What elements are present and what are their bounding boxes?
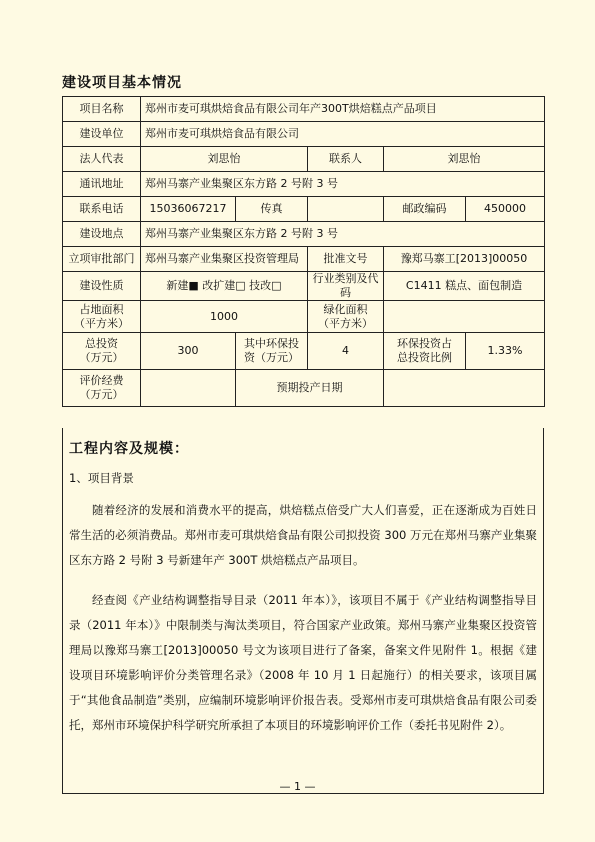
project-name-label: 项目名称 bbox=[63, 97, 141, 122]
paragraph-2: 经查阅《产业结构调整指导目录（2011 年本）》，该项目不属于《产业结构调整指导目录（2011 年本）》中限制类与淘汰类项目，符合国家产业政策。郑州马寨产业集聚区投资管理局以豫郑马寨工[2013]00050 号文为该项目进行了备案，备案文件见附件 1。根据《建设项目环境影响评价分类管理名录》（2008 年 10 月 1 日起施行）的相关要求，该项目属于“其他食品制造”类别，应编制环境影响评价报告表。受郑州市麦可琪烘焙食品有限公司委托，郑州市环境保护科学研究所承担了本项目的环境影响评价工作（委托书见附件 2）。 bbox=[69, 593, 537, 732]
builder-label: 建设单位 bbox=[63, 122, 141, 147]
project-name-value: 郑州市麦可琪烘焙食品有限公司年产300T烘焙糕点产品项目 bbox=[141, 97, 545, 122]
row-eval-fee bbox=[63, 370, 545, 407]
site-value: 郑州马寨产业集聚区东方路 2 号附 3 号 bbox=[141, 222, 545, 247]
phone-value: 15036067217 bbox=[141, 197, 236, 222]
legal-rep-value: 刘思怡 bbox=[141, 147, 308, 172]
postcode-value: 450000 bbox=[466, 197, 545, 222]
area-label: 占地面积 （平方米） bbox=[63, 301, 141, 333]
env-ratio-value: 1.33% bbox=[466, 333, 545, 370]
env-invest-value: 4 bbox=[308, 333, 384, 370]
row-site bbox=[63, 222, 545, 247]
section-project-background: 1、项目背景 bbox=[69, 471, 134, 485]
row-phone bbox=[63, 197, 545, 222]
fax-value bbox=[308, 197, 384, 222]
row-legal-rep bbox=[63, 147, 545, 172]
engineering-content-title: 工程内容及规模： bbox=[69, 441, 189, 457]
row-project-name bbox=[63, 97, 545, 122]
approval-dept-value: 郑州马寨产业集聚区投资管理局 bbox=[141, 247, 308, 272]
row-investment bbox=[63, 333, 545, 370]
nature-value: 新建■ 改扩建□ 技改□ bbox=[141, 272, 308, 301]
nature-label: 建设性质 bbox=[63, 272, 141, 301]
expected-date-label: 预期投产日期 bbox=[236, 370, 384, 407]
row-nature bbox=[63, 272, 545, 301]
page-number: — 1 — bbox=[279, 780, 316, 793]
address-value: 郑州马寨产业集聚区东方路 2 号附 3 号 bbox=[141, 172, 545, 197]
phone-label: 联系电话 bbox=[63, 197, 141, 222]
row-builder bbox=[63, 122, 545, 147]
paragraph-1: 随着经济的发展和消费水平的提高，烘焙糕点倍受广大人们喜爱，正在逐渐成为百姓日常生活的必须消费品。郑州市麦可琪烘焙食品有限公司拟投资 300 万元在郑州马寨产业集聚区东方路 2 号附 3 号新建年产 300T 烘焙糕点产品项目。 bbox=[69, 503, 537, 567]
legal-rep-label: 法人代表 bbox=[63, 147, 141, 172]
approval-dept-label: 立项审批部门 bbox=[63, 247, 141, 272]
expected-date-value bbox=[384, 370, 545, 407]
approval-no-value: 豫郑马寨工[2013]00050 bbox=[384, 247, 545, 272]
address-label: 通讯地址 bbox=[63, 172, 141, 197]
industry-label: 行业类别及代码 bbox=[308, 272, 384, 301]
postcode-label: 邮政编码 bbox=[384, 197, 466, 222]
green-label: 绿化面积 （平方米） bbox=[308, 301, 384, 333]
row-area bbox=[63, 301, 545, 333]
page-heading: 建设项目基本情况 bbox=[62, 75, 182, 91]
area-value: 1000 bbox=[141, 301, 308, 333]
site-label: 建设地点 bbox=[63, 222, 141, 247]
row-address bbox=[63, 172, 545, 197]
engineering-content-box bbox=[62, 428, 544, 794]
contact-label: 联系人 bbox=[308, 147, 384, 172]
env-invest-label: 其中环保投 资（万元） bbox=[236, 333, 308, 370]
env-ratio-label: 环保投资占 总投资比例 bbox=[384, 333, 466, 370]
builder-value: 郑州市麦可琪烘焙食品有限公司 bbox=[141, 122, 545, 147]
approval-no-label: 批准文号 bbox=[308, 247, 384, 272]
green-value bbox=[384, 301, 545, 333]
invest-value: 300 bbox=[141, 333, 236, 370]
fax-label: 传真 bbox=[236, 197, 308, 222]
row-approval bbox=[63, 247, 545, 272]
industry-value: C1411 糕点、面包制造 bbox=[384, 272, 545, 301]
contact-value: 刘思怡 bbox=[384, 147, 545, 172]
eval-fee-label: 评价经费 （万元） bbox=[63, 370, 141, 407]
invest-label: 总投资 （万元） bbox=[63, 333, 141, 370]
eval-fee-value bbox=[141, 370, 236, 407]
basic-info-table bbox=[62, 96, 545, 407]
